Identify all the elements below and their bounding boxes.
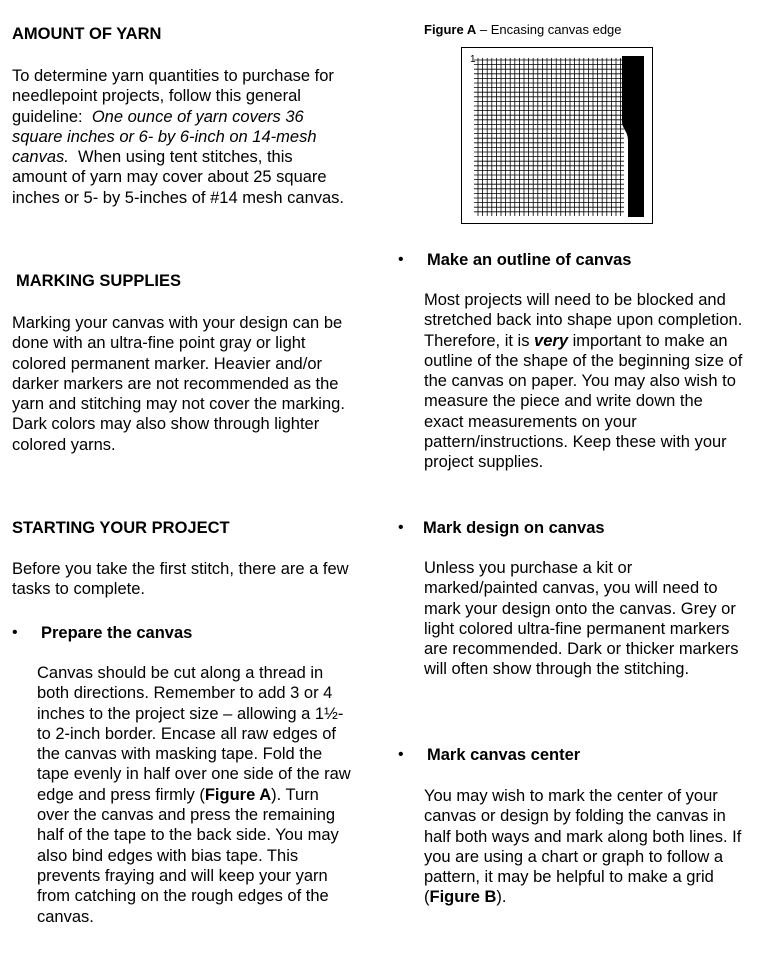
- amount-of-yarn-paragraph: To determine yarn quantities to purchase for needlepoint projects, follow this general guideline: One ounce of yarn covers 36 square inches or 6- by 6-inch on 14-mesh canvas. When using tent stitches, this amount of yarn may cover about 25 square inches or 5- by 5-inches of #14 mesh canvas.: [12, 67, 345, 207]
- prepare-canvas-bullet: [12, 623, 357, 643]
- bullet-icon: •: [398, 519, 404, 536]
- figure-a-reference: Figure A: [204, 785, 272, 804]
- outline-canvas-paragraph: Most projects will need to be blocked and stretched back into shape upon completion. Therefore, it is very important to make an outline of the shape of the beginning size of the canvas on paper. You may also wish to measure the piece and write down the exact measurements on your pattern/instructions. Keep these with your project supplies.: [424, 291, 743, 472]
- figure-a-canvas-illustration: [461, 47, 653, 224]
- bullet-icon: •: [12, 624, 18, 641]
- prepare-canvas-paragraph: Canvas should be cut along a thread in both directions. Remember to add 3 or 4 inches to the project size – allowing a 1½- to 2-inch border. Encase all raw edges of the canvas with masking tape. Fold the tape evenly in half over one side of the raw edge and press firmly (Figure A). Turn over the canvas and press the remaining half of the tape to the back side. You may also bind edges with bias tape. This prevents fraying and will keep your yarn from catching on the rough edges of the canvas.: [37, 664, 351, 926]
- figure-corner-label: 1: [470, 54, 476, 65]
- figure-a-caption: Figure A – Encasing canvas edge: [424, 22, 622, 37]
- outline-canvas-title: Make an outline of canvas: [427, 251, 632, 269]
- yarn-guideline-emphasis: One ounce of yarn covers 36 square inches or 6- by 6-inch on 14-mesh canvas.: [12, 107, 317, 167]
- starting-project-paragraph: Before you take the first stitch, there are a few tasks to complete.: [12, 560, 349, 599]
- outline-canvas-bullet: [398, 250, 746, 270]
- mark-design-bullet: [398, 518, 746, 538]
- amount-of-yarn-heading: AMOUNT OF YARN: [12, 25, 162, 43]
- mark-center-title: Mark canvas center: [427, 746, 581, 764]
- figure-a-label: Figure A: [424, 22, 477, 37]
- prepare-canvas-title: Prepare the canvas: [41, 624, 193, 642]
- starting-your-project-heading: STARTING YOUR PROJECT: [12, 519, 230, 537]
- canvas-grid-drawing: [462, 48, 652, 223]
- masking-tape-edge: [622, 56, 644, 217]
- figure-b-reference: Figure B: [429, 888, 497, 907]
- very-emphasis: very: [534, 331, 568, 350]
- bullet-icon: •: [398, 746, 404, 763]
- marking-supplies-paragraph: Marking your canvas with your design can be done with an ultra-fine point gray or light colored permanent marker. Heavier and/or darker markers are not recommended as the yarn and stitching may not cover the marking. Dark colors may also show through lighter colored yarns.: [12, 314, 345, 454]
- marking-supplies-heading: MARKING SUPPLIES: [16, 272, 182, 290]
- mark-center-paragraph: You may wish to mark the center of your canvas or design by folding the canvas in half both ways and mark along both lines. If you are using a chart or graph to follow a pattern, it may be helpful to make a grid (Figure B).: [424, 787, 742, 907]
- mark-design-paragraph: Unless you purchase a kit or marked/painted canvas, you will need to mark your design onto the canvas. Grey or light colored ultra-fine permanent markers are recommended. Dark or thicker markers will often show through the stitching.: [424, 559, 739, 679]
- mesh-grid: [474, 58, 624, 216]
- mark-design-title: Mark design on canvas: [423, 519, 605, 537]
- bullet-icon: •: [398, 251, 404, 268]
- mark-center-bullet: [398, 745, 746, 765]
